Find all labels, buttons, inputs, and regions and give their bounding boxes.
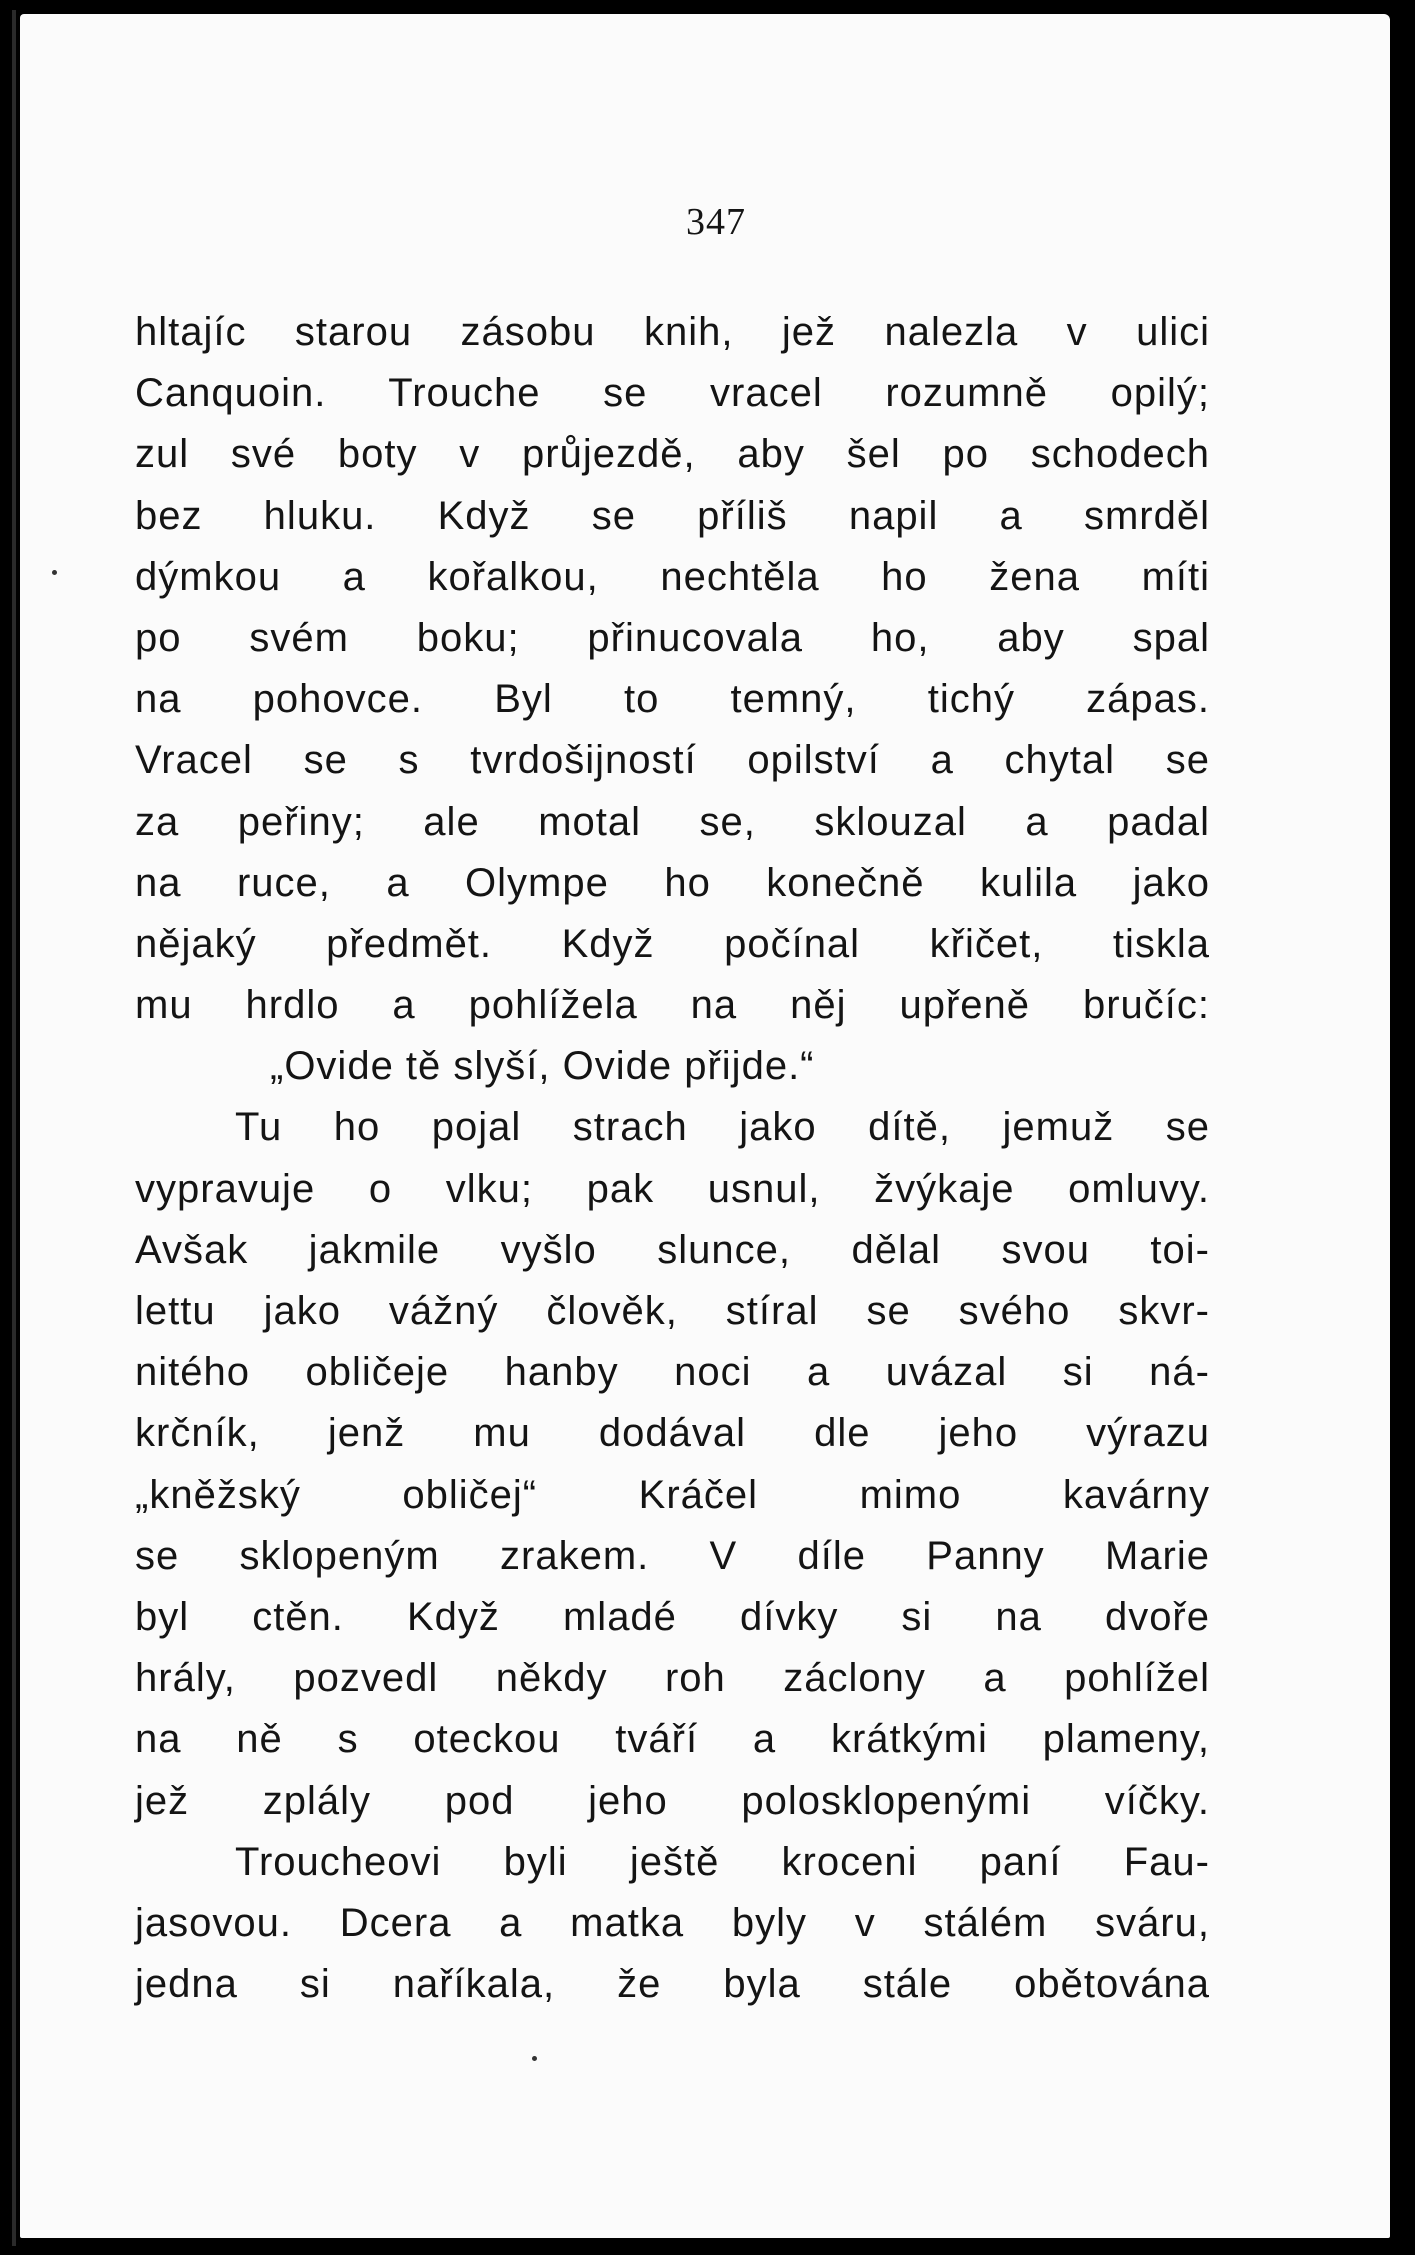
text-line: jež zplály pod jeho polosklopenými víčky. [135, 1778, 1210, 1823]
text-line: Canquoin. Trouche se vracel rozumně opilý; [135, 371, 1210, 416]
text-line: na ruce, a Olympe ho konečně kulila jako [135, 860, 1210, 905]
text-line: jasovou. Dcera a matka byly v stálém sváru, [135, 1900, 1210, 1945]
text-line: zul své boty v průjezdě, aby šel po schodech [135, 432, 1210, 477]
text-line: nitého obličeje hanby noci a uvázal si ná- [135, 1350, 1210, 1395]
text-line: krčník, jenž mu dodával dle jeho výrazu [135, 1411, 1210, 1456]
text-line: byl ctěn. Když mladé dívky si na dvoře [135, 1594, 1210, 1639]
text-line: lettu jako vážný člověk, stíral se svého skvr- [135, 1289, 1210, 1333]
text-line: „kněžský obličej“ Kráčel mimo kavárny [135, 1472, 1210, 1517]
book-page [20, 14, 1390, 2238]
text-line: hltajíc starou zásobu knih, jež nalezla v ulici [135, 310, 1210, 354]
text-line: se sklopeným zrakem. V díle Panny Marie [135, 1533, 1210, 1578]
text-line: nějaký předmět. Když počínal křičet, tiskla [135, 921, 1210, 966]
page-number: 347 [686, 201, 746, 243]
text-line: dýmkou a kořalkou, nechtěla ho žena míti [135, 554, 1210, 599]
text-line: bez hluku. Když se příliš napil a smrděl [135, 493, 1210, 538]
text-line: mu hrdlo a pohlížela na něj upřeně bručíc: [135, 983, 1210, 1028]
text-line: po svém boku; přinucovala ho, aby spal [135, 615, 1210, 660]
paragraph-start-line: Tu ho pojal strach jako dítě, jemuž se [235, 1105, 1210, 1150]
margin-speck [52, 570, 57, 575]
text-line: hrály, pozvedl někdy roh záclony a pohlížel [135, 1656, 1210, 1701]
margin-speck [532, 2056, 537, 2061]
paragraph-start-line: Troucheovi byli ještě kroceni paní Fau- [235, 1839, 1210, 1884]
page-binding-edge [12, 10, 16, 2246]
text-line: vypravuje o vlku; pak usnul, žvýkaje omluvy. [135, 1166, 1210, 1211]
text-line: za peřiny; ale motal se, sklouzal a padal [135, 799, 1210, 844]
text-line: jedna si naříkala, že byla stále obětována [135, 1962, 1210, 2007]
body-text [135, 302, 1210, 2015]
text-line: Avšak jakmile vyšlo slunce, dělal svou toi- [135, 1227, 1210, 1272]
text-line: na ně s oteckou tváří a krátkými plameny, [135, 1717, 1210, 1762]
text-line: na pohovce. Byl to temný, tichý zápas. [135, 677, 1210, 722]
quote-line: „Ovide tě slyší, Ovide přijde.“ [270, 1044, 815, 1089]
text-line: Vracel se s tvrdošijností opilství a chytal se [135, 738, 1210, 783]
